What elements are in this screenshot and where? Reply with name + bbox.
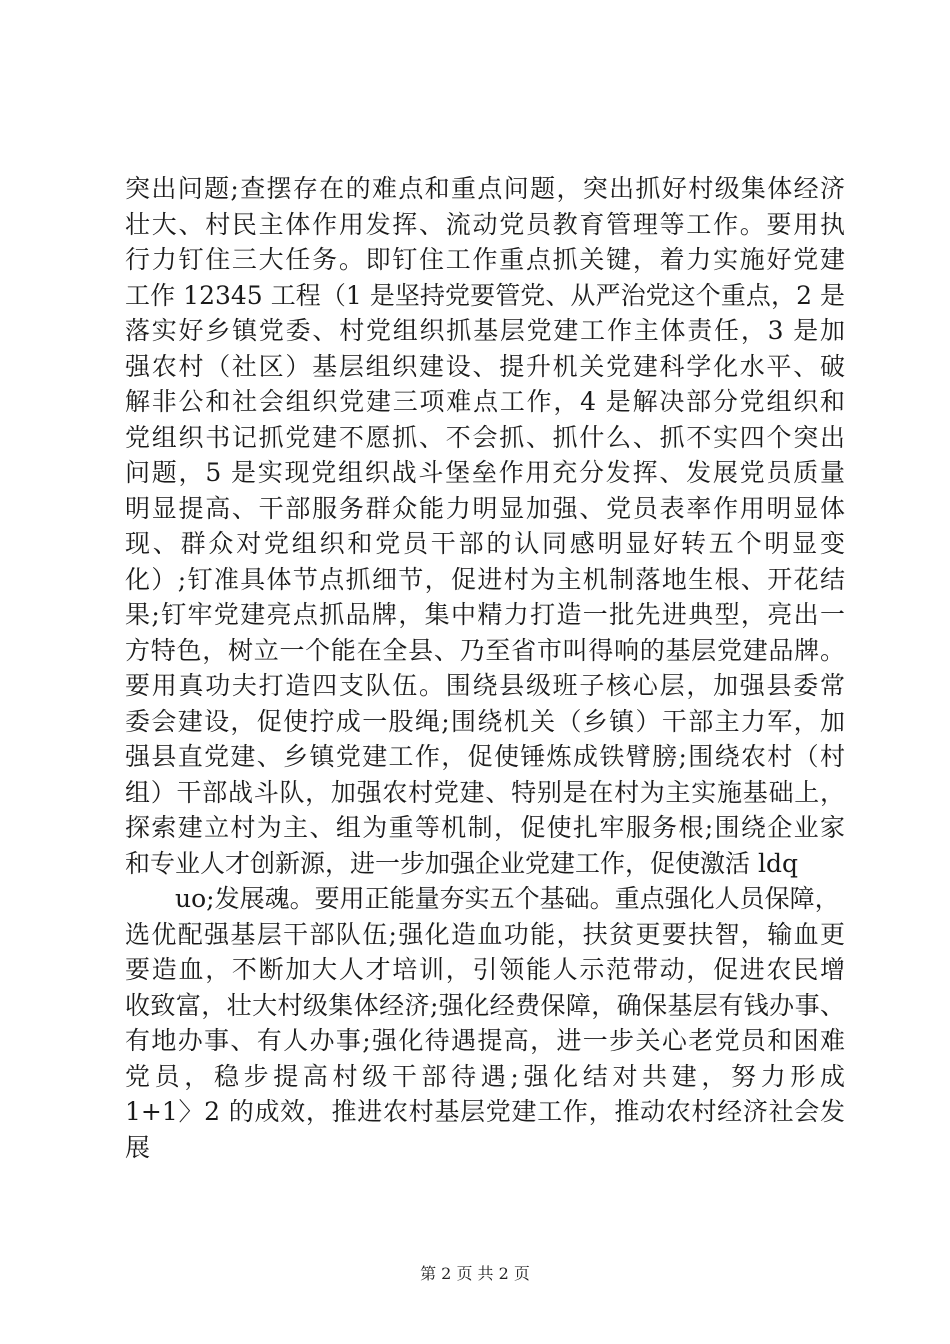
text-line: 委会建设，促使拧成一股绳;围绕机关（乡镇）干部主力军，加: [125, 706, 845, 736]
text-line: 现、群众对党组织和党员干部的认同感明显好转五个明显变: [125, 529, 845, 558]
text-line: 和专业人才创新源，进一步加强企业党建工作，促使激活 ldq: [125, 848, 798, 878]
body-text: [125, 171, 845, 1165]
text-line: 强县直党建、乡镇党建工作，促使锤炼成铁臂膀;围绕农村（村: [125, 742, 845, 771]
text-line: 明显提高、干部服务群众能力明显加强、党员表率作用明显体: [125, 493, 845, 523]
text-line: 果;钉牢党建亮点抓品牌，集中精力打造一批先进典型，亮出一: [125, 600, 845, 629]
text-line: 探索建立村为主、组为重等机制，促使扎牢服务根;围绕企业家: [125, 813, 845, 842]
text-line: 落实好乡镇党委、村党组织抓基层党建工作主体责任，3 是加: [125, 316, 845, 345]
text-line: 行力钉住三大任务。即钉住工作重点抓关键，着力实施好党建: [125, 245, 845, 274]
text-line: 壮大、村民主体作用发挥、流动党员教育管理等工作。要用执: [125, 209, 845, 239]
text-line: 展: [125, 1132, 151, 1162]
text-line: 工作 12345 工程（1 是坚持党要管党、从严治党这个重点，2 是: [125, 280, 845, 310]
text-line: 党组织书记抓党建不愿抓、不会抓、抓什么、抓不实四个突出: [125, 422, 845, 452]
text-line: 强农村（社区）基层组织建设、提升机关党建科学化水平、破: [125, 351, 845, 381]
text-line: 解非公和社会组织党建三项难点工作，4 是解决部分党组织和: [125, 387, 845, 416]
text-line: 问题，5 是实现党组织战斗堡垒作用充分发挥、发展党员质量: [125, 458, 845, 487]
text-line: 选优配强基层干部队伍;强化造血功能，扶贫更要扶智，输血更: [125, 919, 845, 949]
text-line: uo;发展魂。要用正能量夯实五个基础。重点强化人员保障，: [175, 884, 840, 913]
page-footer: [0, 1264, 950, 1284]
text-line: 收致富，壮大村级集体经济;强化经费保障，确保基层有钱办事、: [125, 990, 845, 1020]
text-line: 突出问题;查摆存在的难点和重点问题，突出抓好村级集体经济: [125, 174, 845, 203]
text-line: 党员，稳步提高村级干部待遇;强化结对共建，努力形成: [125, 1061, 845, 1091]
text-line: 有地办事、有人办事;强化待遇提高，进一步关心老党员和困难: [125, 1026, 845, 1055]
text-line: 化）;钉准具体节点抓细节，促进村为主机制落地生根、开花结: [125, 564, 845, 594]
text-line: 要造血，不断加大人才培训，引领能人示范带动，促进农民增: [125, 955, 845, 984]
text-line: 要用真功夫打造四支队伍。围绕县级班子核心层，加强县委常: [125, 671, 845, 700]
text-line: 组）干部战斗队，加强农村党建、特别是在村为主实施基础上，: [125, 777, 845, 807]
page-number: 第 2 页 共 2 页: [420, 1264, 530, 1283]
text-line: 方特色，树立一个能在全县、乃至省市叫得响的基层党建品牌。: [125, 635, 845, 665]
text-line: 1+1〉2 的成效，推进农村基层党建工作，推动农村经济社会发: [125, 1097, 845, 1126]
